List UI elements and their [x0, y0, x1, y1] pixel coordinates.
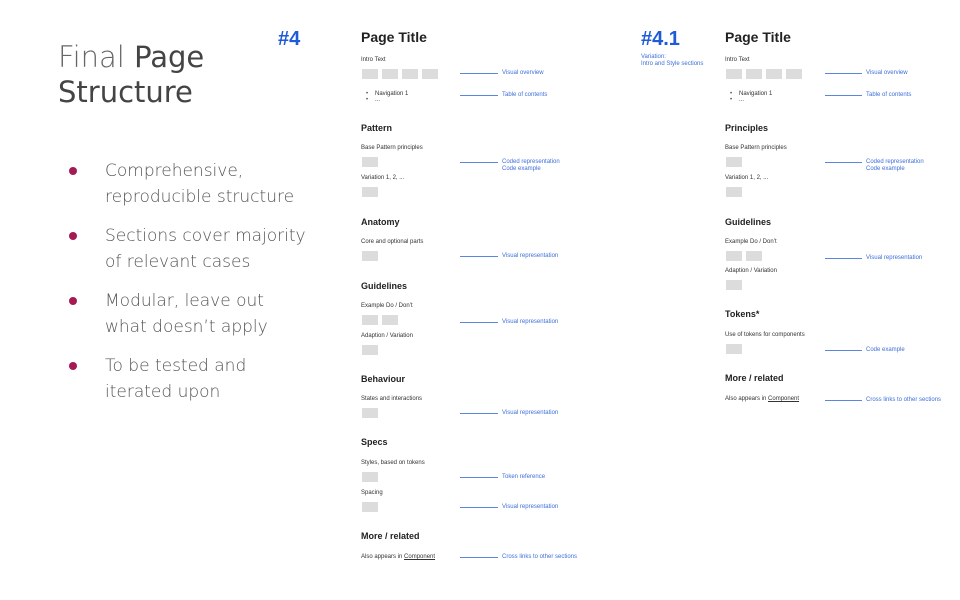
slide-title-structure: Structure	[58, 75, 193, 109]
annotation-line	[825, 95, 862, 96]
placeholder-box	[362, 251, 378, 261]
example-do-label: Example Do / Don’t	[361, 303, 413, 309]
core-parts-label: Core and optional parts	[361, 239, 424, 245]
slide-title	[58, 40, 288, 110]
placeholder-box	[422, 69, 438, 79]
annotation-visual-representation: Visual representation	[502, 410, 559, 416]
placeholder-box	[726, 280, 742, 290]
variation-note-line1: Variation:	[641, 54, 666, 60]
component-link[interactable]: Component	[768, 396, 800, 402]
section-more-related: More / related	[725, 373, 784, 383]
annotation-code-example: Code example	[866, 347, 905, 353]
annotation-visual-overview: Visual overview	[502, 70, 544, 76]
nav-more-label: ...	[375, 97, 381, 103]
section-anatomy: Anatomy	[361, 217, 400, 227]
annotation-line	[825, 350, 862, 351]
annotation-coded-representation: Coded representation	[502, 159, 560, 165]
annotation-cross-links: Cross links to other sections	[502, 554, 578, 560]
states-label: States and interactions	[361, 396, 423, 402]
placeholder-box	[362, 408, 378, 418]
placeholder-box	[746, 251, 762, 261]
section-tokens: Tokens*	[725, 309, 760, 319]
section-more-related: More / related	[361, 531, 420, 541]
placeholder-box	[726, 251, 742, 261]
placeholder-box	[402, 69, 418, 79]
nav-item-label: Navigation 1	[739, 91, 773, 97]
annotation-toc: Table of contents	[502, 92, 548, 98]
annotation-visual-representation: Visual representation	[502, 504, 559, 510]
placeholder-box	[382, 315, 398, 325]
annotation-line	[460, 477, 498, 478]
bullet-list	[66, 158, 316, 418]
placeholder-box	[362, 157, 378, 167]
section-principles: Principles	[725, 123, 769, 133]
section-guidelines: Guidelines	[725, 217, 772, 227]
placeholder-box	[362, 69, 378, 79]
adaption-label: Adaption / Variation	[361, 333, 413, 339]
annotation-line	[460, 95, 498, 96]
base-pattern-label: Base Pattern principles	[725, 145, 787, 151]
placeholder-box	[726, 344, 742, 354]
section-guidelines: Guidelines	[361, 281, 408, 291]
variation-label: Variation 1, 2, ...	[725, 175, 769, 181]
bullet-dot-icon	[69, 232, 77, 240]
placeholder-box	[746, 69, 762, 79]
placeholder-box	[766, 69, 782, 79]
also-appears-label: Also appears in Component	[361, 554, 436, 560]
annotation-code-example: Code example	[502, 166, 541, 172]
nav-bullet-icon: •	[366, 97, 369, 103]
placeholder-box	[726, 69, 742, 79]
annotation-line	[825, 400, 862, 401]
annotation-coded-representation: Coded representation	[866, 159, 924, 165]
intro-text-label: Intro Text	[361, 57, 386, 63]
annotation-line	[460, 507, 498, 508]
bullet-dot-icon	[69, 297, 77, 305]
annotation-token-reference: Token reference	[502, 474, 546, 480]
adaption-label: Adaption / Variation	[725, 268, 777, 274]
placeholder-box	[726, 157, 742, 167]
annotation-visual-representation: Visual representation	[502, 319, 559, 325]
annotation-line	[460, 322, 498, 323]
also-appears-label: Also appears in Component	[725, 396, 800, 402]
slide-title-page: Page	[134, 40, 205, 74]
slide-title-light: Final	[58, 40, 125, 74]
intro-text-label: Intro Text	[725, 57, 750, 63]
bullet-item: Modular, leave out what doesn’t apply	[66, 288, 316, 340]
nav-bullet-icon: •	[366, 91, 369, 97]
nav-item-label: Navigation 1	[375, 91, 409, 97]
annotation-line	[825, 258, 862, 259]
annotation-visual-overview: Visual overview	[866, 70, 908, 76]
example-do-label: Example Do / Don’t	[725, 239, 777, 245]
placeholder-box	[362, 315, 378, 325]
annotation-toc: Table of contents	[866, 92, 912, 98]
variation-label: Variation 1, 2, ...	[361, 175, 405, 181]
annotation-line	[825, 162, 862, 163]
annotation-cross-links: Cross links to other sections	[866, 397, 942, 403]
nav-more-label: ...	[739, 97, 745, 103]
annotation-visual-representation: Visual representation	[502, 253, 559, 259]
placeholder-box	[362, 472, 378, 482]
styles-label: Styles, based on tokens	[361, 460, 425, 466]
bullet-dot-icon	[69, 167, 77, 175]
annotation-line	[460, 256, 498, 257]
diagram-4-number: #4	[278, 28, 301, 50]
annotation-line	[460, 557, 498, 558]
placeholder-box	[382, 69, 398, 79]
bullet-item: To be tested and iterated upon	[66, 353, 316, 405]
annotation-visual-representation: Visual representation	[866, 255, 923, 261]
placeholder-box	[362, 502, 378, 512]
section-specs: Specs	[361, 437, 388, 447]
annotation-line	[460, 413, 498, 414]
annotation-line	[825, 73, 862, 74]
placeholder-box	[362, 345, 378, 355]
component-link[interactable]: Component	[404, 554, 436, 560]
bullet-item: Comprehensive, reproducible structure	[66, 158, 316, 210]
diagram-41-page-title: Page Title	[725, 29, 791, 45]
variation-note-line2: Intro and Style sections	[641, 61, 704, 67]
annotation-line	[460, 162, 498, 163]
spacing-label: Spacing	[361, 490, 383, 496]
diagram-41-number: #4.1	[641, 28, 680, 50]
placeholder-box	[786, 69, 802, 79]
placeholder-box	[362, 187, 378, 197]
bullet-dot-icon	[69, 362, 77, 370]
bullet-item: Sections cover majority of relevant cases	[66, 223, 316, 275]
base-pattern-label: Base Pattern principles	[361, 145, 423, 151]
diagram-4-page-title: Page Title	[361, 29, 427, 45]
placeholder-box	[726, 187, 742, 197]
annotation-line	[460, 73, 498, 74]
section-pattern: Pattern	[361, 123, 393, 133]
nav-bullet-icon: •	[730, 97, 733, 103]
nav-bullet-icon: •	[730, 91, 733, 97]
section-behaviour: Behaviour	[361, 374, 406, 384]
use-tokens-label: Use of tokens for components	[725, 332, 805, 338]
annotation-code-example: Code example	[866, 166, 905, 172]
